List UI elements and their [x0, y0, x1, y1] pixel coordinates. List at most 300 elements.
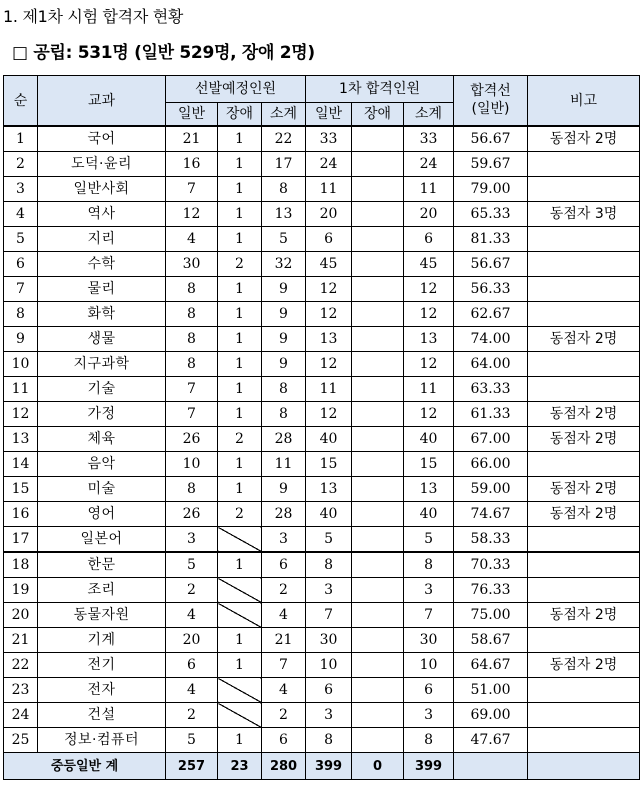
row-planned-general: 8	[166, 277, 218, 302]
row-no: 24	[4, 703, 38, 728]
row-passed-subtotal: 13	[404, 477, 454, 502]
row-planned-disabled	[218, 578, 262, 603]
row-subject: 건설	[38, 703, 166, 728]
row-no: 12	[4, 402, 38, 427]
row-planned-disabled: 1	[218, 628, 262, 653]
row-planned-general: 7	[166, 402, 218, 427]
row-no: 21	[4, 628, 38, 653]
row-planned-general: 3	[166, 527, 218, 553]
row-planned-general: 8	[166, 352, 218, 377]
row-passed-general: 11	[306, 377, 352, 402]
row-planned-disabled: 1	[218, 227, 262, 252]
row-passed-general: 24	[306, 152, 352, 177]
row-planned-disabled: 1	[218, 402, 262, 427]
row-planned-general: 26	[166, 427, 218, 452]
row-planned-general: 6	[166, 653, 218, 678]
row-planned-subtotal: 17	[262, 152, 306, 177]
row-planned-subtotal: 4	[262, 603, 306, 628]
table-row	[4, 452, 640, 477]
table-row	[4, 352, 640, 377]
pass-status-table	[3, 75, 640, 780]
total-row	[4, 753, 640, 780]
row-passed-subtotal: 12	[404, 352, 454, 377]
row-passed-disabled	[352, 477, 404, 502]
row-note	[528, 628, 640, 653]
row-passed-disabled	[352, 202, 404, 227]
row-passed-subtotal: 10	[404, 653, 454, 678]
row-passed-general: 10	[306, 653, 352, 678]
row-passed-subtotal: 30	[404, 628, 454, 653]
total-ag: 399	[306, 753, 352, 780]
row-planned-general: 5	[166, 552, 218, 578]
row-passed-subtotal: 40	[404, 427, 454, 452]
row-no: 16	[4, 502, 38, 527]
row-note	[528, 552, 640, 578]
row-passed-disabled	[352, 628, 404, 653]
row-planned-subtotal: 5	[262, 227, 306, 252]
row-subject: 화학	[38, 302, 166, 327]
header-note: 비고	[528, 76, 640, 127]
row-subject: 도덕·윤리	[38, 152, 166, 177]
row-passed-disabled	[352, 427, 404, 452]
row-planned-general: 10	[166, 452, 218, 477]
row-planned-general: 7	[166, 377, 218, 402]
row-planned-subtotal: 3	[262, 527, 306, 553]
row-passed-disabled	[352, 603, 404, 628]
row-passed-subtotal: 40	[404, 502, 454, 527]
row-cutoff: 56.67	[454, 126, 528, 152]
row-note	[528, 678, 640, 703]
row-cutoff: 56.33	[454, 277, 528, 302]
row-planned-general: 8	[166, 302, 218, 327]
row-note	[528, 452, 640, 477]
row-planned-disabled: 1	[218, 728, 262, 753]
row-planned-disabled: 1	[218, 177, 262, 202]
row-cutoff: 76.33	[454, 578, 528, 603]
row-note: 동점자 3명	[528, 202, 640, 227]
row-passed-disabled	[352, 327, 404, 352]
row-cutoff: 59.00	[454, 477, 528, 502]
row-cutoff: 58.33	[454, 527, 528, 553]
table-row	[4, 703, 640, 728]
row-subject: 한문	[38, 552, 166, 578]
row-planned-disabled: 1	[218, 126, 262, 152]
table-row	[4, 402, 640, 427]
table-row	[4, 277, 640, 302]
row-note: 동점자 2명	[528, 502, 640, 527]
row-planned-general: 8	[166, 477, 218, 502]
row-planned-general: 12	[166, 202, 218, 227]
row-cutoff: 65.33	[454, 202, 528, 227]
row-no: 3	[4, 177, 38, 202]
row-passed-disabled	[352, 152, 404, 177]
row-note: 동점자 2명	[528, 603, 640, 628]
total-as: 399	[404, 753, 454, 780]
table-row	[4, 302, 640, 327]
row-passed-subtotal: 24	[404, 152, 454, 177]
row-planned-subtotal: 2	[262, 578, 306, 603]
row-planned-subtotal: 2	[262, 703, 306, 728]
row-planned-disabled: 1	[218, 452, 262, 477]
row-planned-general: 4	[166, 603, 218, 628]
table-row	[4, 527, 640, 553]
row-passed-disabled	[352, 252, 404, 277]
row-cutoff: 63.33	[454, 377, 528, 402]
row-note	[528, 252, 640, 277]
row-passed-subtotal: 11	[404, 177, 454, 202]
row-planned-subtotal: 9	[262, 327, 306, 352]
row-passed-subtotal: 12	[404, 277, 454, 302]
row-planned-subtotal: 32	[262, 252, 306, 277]
row-passed-general: 3	[306, 703, 352, 728]
row-subject: 전자	[38, 678, 166, 703]
header-subject: 교과	[38, 76, 166, 127]
row-planned-disabled: 1	[218, 477, 262, 502]
row-note	[528, 277, 640, 302]
header-planned: 선발예정인원	[166, 76, 306, 103]
row-passed-general: 12	[306, 277, 352, 302]
total-pd: 23	[218, 753, 262, 780]
row-passed-subtotal: 15	[404, 452, 454, 477]
total-cut	[454, 753, 528, 780]
row-cutoff: 74.67	[454, 502, 528, 527]
row-no: 22	[4, 653, 38, 678]
row-passed-general: 11	[306, 177, 352, 202]
row-note: 동점자 2명	[528, 126, 640, 152]
row-note	[528, 152, 640, 177]
row-planned-general: 4	[166, 227, 218, 252]
row-passed-disabled	[352, 552, 404, 578]
row-passed-disabled	[352, 728, 404, 753]
row-planned-disabled: 1	[218, 152, 262, 177]
table-row	[4, 377, 640, 402]
row-note: 동점자 2명	[528, 327, 640, 352]
row-planned-disabled: 2	[218, 427, 262, 452]
row-planned-general: 4	[166, 678, 218, 703]
row-no: 13	[4, 427, 38, 452]
row-passed-subtotal: 11	[404, 377, 454, 402]
row-planned-subtotal: 8	[262, 402, 306, 427]
row-planned-subtotal: 21	[262, 628, 306, 653]
row-note	[528, 352, 640, 377]
row-passed-subtotal: 8	[404, 728, 454, 753]
header-planned-subtotal: 소계	[262, 103, 306, 127]
row-passed-disabled	[352, 678, 404, 703]
row-planned-disabled	[218, 678, 262, 703]
row-note: 동점자 2명	[528, 477, 640, 502]
row-note	[528, 703, 640, 728]
row-planned-disabled: 1	[218, 352, 262, 377]
row-passed-disabled	[352, 703, 404, 728]
row-passed-general: 7	[306, 603, 352, 628]
header-passed-disabled: 장애	[352, 103, 404, 127]
row-planned-disabled	[218, 603, 262, 628]
row-cutoff: 74.00	[454, 327, 528, 352]
row-planned-subtotal: 13	[262, 202, 306, 227]
row-subject: 생물	[38, 327, 166, 352]
header-cutoff-line1: 합격선	[470, 83, 511, 99]
row-passed-subtotal: 13	[404, 327, 454, 352]
row-planned-subtotal: 9	[262, 352, 306, 377]
section-heading: 1. 제1차 시험 합격자 현황	[3, 7, 184, 26]
row-planned-general: 8	[166, 327, 218, 352]
row-passed-general: 15	[306, 452, 352, 477]
table-row	[4, 653, 640, 678]
total-pg: 257	[166, 753, 218, 780]
row-planned-disabled: 1	[218, 552, 262, 578]
row-cutoff: 67.00	[454, 427, 528, 452]
row-cutoff: 47.67	[454, 728, 528, 753]
table-row	[4, 327, 640, 352]
row-planned-general: 26	[166, 502, 218, 527]
row-subject: 체육	[38, 427, 166, 452]
row-passed-general: 8	[306, 728, 352, 753]
row-planned-subtotal: 22	[262, 126, 306, 152]
row-note: 동점자 2명	[528, 653, 640, 678]
row-passed-general: 12	[306, 352, 352, 377]
row-passed-disabled	[352, 653, 404, 678]
row-planned-disabled: 1	[218, 202, 262, 227]
row-subject: 조리	[38, 578, 166, 603]
table-row	[4, 252, 640, 277]
row-no: 10	[4, 352, 38, 377]
table-row	[4, 126, 640, 152]
row-subject: 수학	[38, 252, 166, 277]
row-subject: 미술	[38, 477, 166, 502]
row-planned-disabled	[218, 527, 262, 553]
row-planned-subtotal: 4	[262, 678, 306, 703]
row-planned-disabled: 1	[218, 653, 262, 678]
row-planned-general: 2	[166, 578, 218, 603]
total-ad: 0	[352, 753, 404, 780]
row-planned-subtotal: 9	[262, 277, 306, 302]
row-passed-general: 13	[306, 327, 352, 352]
row-passed-subtotal: 7	[404, 603, 454, 628]
row-passed-general: 3	[306, 578, 352, 603]
table-row	[4, 477, 640, 502]
row-note: 동점자 2명	[528, 402, 640, 427]
row-passed-general: 12	[306, 402, 352, 427]
row-passed-general: 45	[306, 252, 352, 277]
row-passed-general: 40	[306, 427, 352, 452]
table-row	[4, 578, 640, 603]
header-passed-general: 일반	[306, 103, 352, 127]
row-planned-subtotal: 7	[262, 653, 306, 678]
table-row	[4, 152, 640, 177]
row-planned-subtotal: 6	[262, 728, 306, 753]
row-no: 4	[4, 202, 38, 227]
row-no: 2	[4, 152, 38, 177]
row-cutoff: 69.00	[454, 703, 528, 728]
row-planned-disabled: 2	[218, 252, 262, 277]
row-passed-subtotal: 20	[404, 202, 454, 227]
row-passed-general: 13	[306, 477, 352, 502]
row-subject: 가정	[38, 402, 166, 427]
row-planned-subtotal: 9	[262, 477, 306, 502]
row-passed-subtotal: 12	[404, 302, 454, 327]
row-cutoff: 56.67	[454, 252, 528, 277]
row-subject: 정보·컴퓨터	[38, 728, 166, 753]
row-planned-general: 7	[166, 177, 218, 202]
row-planned-general: 5	[166, 728, 218, 753]
row-subject: 기계	[38, 628, 166, 653]
row-no: 1	[4, 126, 38, 152]
row-no: 19	[4, 578, 38, 603]
row-no: 7	[4, 277, 38, 302]
row-subject: 동물자원	[38, 603, 166, 628]
row-passed-disabled	[352, 352, 404, 377]
row-passed-disabled	[352, 177, 404, 202]
total-ps: 280	[262, 753, 306, 780]
table-row	[4, 552, 640, 578]
row-passed-general: 33	[306, 126, 352, 152]
row-no: 14	[4, 452, 38, 477]
row-passed-disabled	[352, 402, 404, 427]
row-passed-disabled	[352, 452, 404, 477]
row-planned-subtotal: 28	[262, 502, 306, 527]
row-planned-disabled: 1	[218, 302, 262, 327]
row-note	[528, 578, 640, 603]
row-cutoff: 81.33	[454, 227, 528, 252]
row-subject: 전기	[38, 653, 166, 678]
row-planned-general: 20	[166, 628, 218, 653]
row-cutoff: 79.00	[454, 177, 528, 202]
row-no: 8	[4, 302, 38, 327]
row-planned-disabled: 1	[218, 327, 262, 352]
header-planned-disabled: 장애	[218, 103, 262, 127]
row-cutoff: 62.67	[454, 302, 528, 327]
row-note	[528, 302, 640, 327]
table-row	[4, 427, 640, 452]
sub-heading: □ 공립: 531명 (일반 529명, 장애 2명)	[12, 43, 315, 63]
row-note: 동점자 2명	[528, 427, 640, 452]
row-passed-disabled	[352, 502, 404, 527]
row-no: 9	[4, 327, 38, 352]
total-label: 중등일반 계	[4, 753, 166, 780]
row-passed-subtotal: 5	[404, 527, 454, 553]
row-passed-subtotal: 3	[404, 703, 454, 728]
row-subject: 영어	[38, 502, 166, 527]
row-cutoff: 70.33	[454, 552, 528, 578]
row-passed-disabled	[352, 377, 404, 402]
row-subject: 지구과학	[38, 352, 166, 377]
table-row	[4, 728, 640, 753]
row-cutoff: 75.00	[454, 603, 528, 628]
row-passed-disabled	[352, 302, 404, 327]
table-row	[4, 202, 640, 227]
row-planned-subtotal: 9	[262, 302, 306, 327]
row-passed-subtotal: 6	[404, 678, 454, 703]
row-passed-disabled	[352, 578, 404, 603]
row-cutoff: 61.33	[454, 402, 528, 427]
header-no: 순	[4, 76, 38, 127]
row-planned-subtotal: 11	[262, 452, 306, 477]
row-passed-disabled	[352, 126, 404, 152]
row-no: 23	[4, 678, 38, 703]
row-cutoff: 64.67	[454, 653, 528, 678]
row-cutoff: 58.67	[454, 628, 528, 653]
row-passed-general: 12	[306, 302, 352, 327]
row-cutoff: 66.00	[454, 452, 528, 477]
row-cutoff: 64.00	[454, 352, 528, 377]
row-passed-subtotal: 12	[404, 402, 454, 427]
table-body	[4, 126, 640, 780]
row-passed-subtotal: 8	[404, 552, 454, 578]
row-passed-subtotal: 33	[404, 126, 454, 152]
row-cutoff: 59.67	[454, 152, 528, 177]
row-planned-disabled: 2	[218, 502, 262, 527]
row-subject: 국어	[38, 126, 166, 152]
row-subject: 역사	[38, 202, 166, 227]
row-passed-disabled	[352, 277, 404, 302]
header-planned-general: 일반	[166, 103, 218, 127]
row-planned-disabled: 1	[218, 277, 262, 302]
row-cutoff: 51.00	[454, 678, 528, 703]
total-note	[528, 753, 640, 780]
row-subject: 물리	[38, 277, 166, 302]
table-row	[4, 628, 640, 653]
row-no: 25	[4, 728, 38, 753]
row-passed-general: 8	[306, 552, 352, 578]
row-subject: 음악	[38, 452, 166, 477]
row-subject: 일본어	[38, 527, 166, 553]
row-passed-disabled	[352, 227, 404, 252]
row-planned-subtotal: 28	[262, 427, 306, 452]
row-no: 6	[4, 252, 38, 277]
row-subject: 일반사회	[38, 177, 166, 202]
row-subject: 기술	[38, 377, 166, 402]
row-passed-subtotal: 3	[404, 578, 454, 603]
row-passed-general: 6	[306, 678, 352, 703]
row-planned-general: 30	[166, 252, 218, 277]
row-note	[528, 377, 640, 402]
header-cutoff-line2: (일반)	[471, 100, 510, 117]
row-passed-general: 20	[306, 202, 352, 227]
row-no: 11	[4, 377, 38, 402]
row-passed-subtotal: 45	[404, 252, 454, 277]
table-row	[4, 177, 640, 202]
row-planned-general: 21	[166, 126, 218, 152]
row-no: 17	[4, 527, 38, 553]
row-planned-subtotal: 8	[262, 377, 306, 402]
row-passed-disabled	[352, 527, 404, 553]
row-planned-subtotal: 8	[262, 177, 306, 202]
table-row	[4, 603, 640, 628]
row-planned-disabled	[218, 703, 262, 728]
row-passed-general: 40	[306, 502, 352, 527]
row-no: 18	[4, 552, 38, 578]
header-passed-subtotal: 소계	[404, 103, 454, 127]
row-passed-general: 30	[306, 628, 352, 653]
row-note	[528, 527, 640, 553]
row-subject: 지리	[38, 227, 166, 252]
row-planned-general: 2	[166, 703, 218, 728]
row-no: 15	[4, 477, 38, 502]
row-passed-subtotal: 6	[404, 227, 454, 252]
row-note	[528, 177, 640, 202]
row-planned-subtotal: 6	[262, 552, 306, 578]
table-row	[4, 227, 640, 252]
table-row	[4, 678, 640, 703]
header-cutoff	[454, 76, 528, 127]
row-passed-general: 6	[306, 227, 352, 252]
table-row	[4, 502, 640, 527]
row-no: 20	[4, 603, 38, 628]
header-passed: 1차 합격인원	[306, 76, 454, 103]
row-planned-general: 16	[166, 152, 218, 177]
row-passed-general: 5	[306, 527, 352, 553]
row-no: 5	[4, 227, 38, 252]
